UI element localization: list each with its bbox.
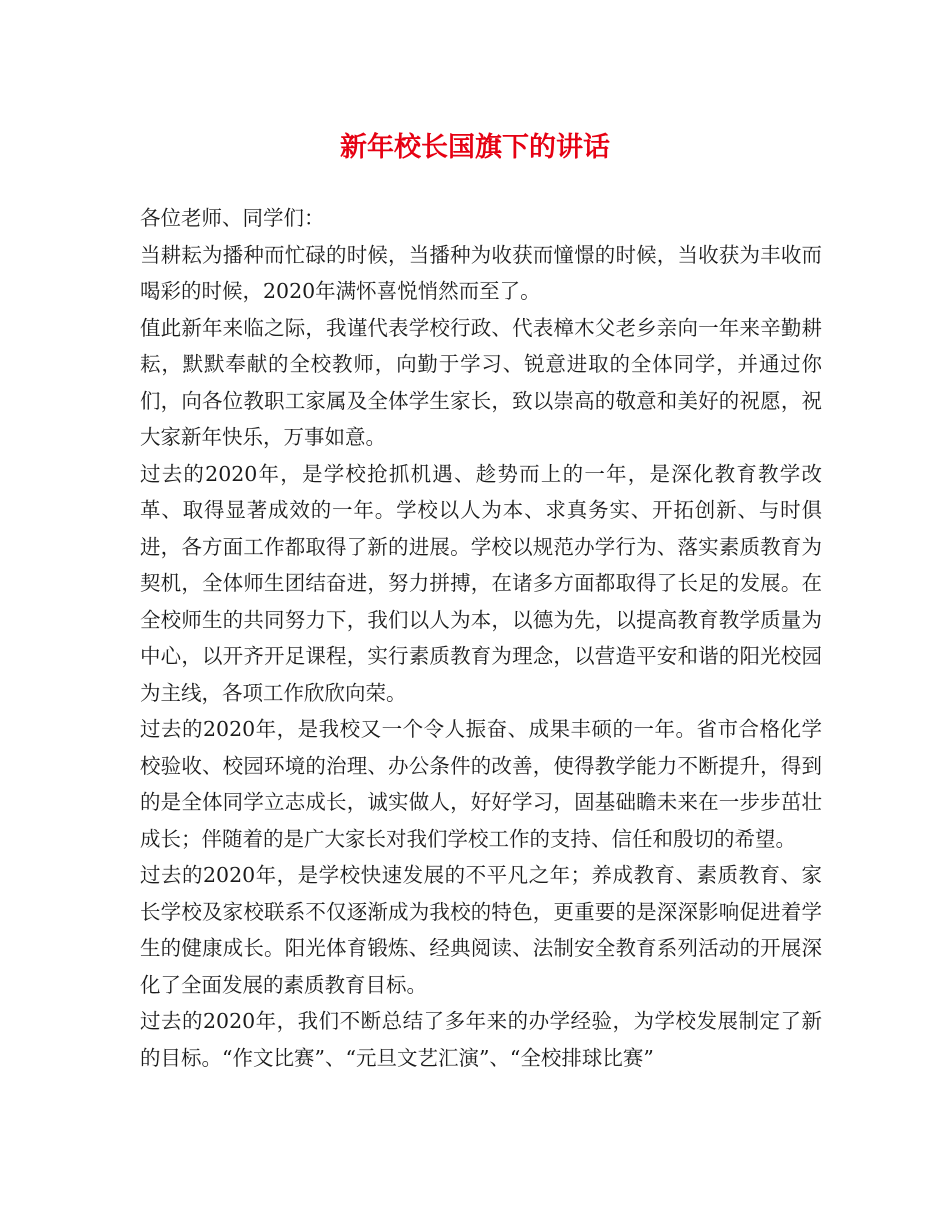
body-paragraph: 过去的2020年，是我校又一个令人振奋、成果丰硕的一年。省市合格化学校验收、校园环境的治理、办公条件的改善，使得教学能力不断提升，得到的是全体同学立志成长，诚实做人，好好学习，固基础瞻未来在一步步茁壮成长；伴随着的是广大家长对我们学校工作的支持、信任和殷切的希望。	[140, 717, 822, 851]
body-paragraph: 过去的2020年，是学校抢抓机遇、趁势而上的一年，是深化教育教学改革、取得显著成效的一年。学校以人为本、求真务实、开拓创新、与时俱进，各方面工作都取得了新的进展。学校以规范办学行为、落实素质教育为契机，全体师生团结奋进，努力拼搏，在诸多方面都取得了长足的发展。在全校师生的共同努力下，我们以人为本，以德为先，以提高教育教学质量为中心，以开齐开足课程，实行素质教育为理念，以营造平安和谐的阳光校园为主线，各项工作欣欣向荣。	[140, 461, 822, 705]
body-paragraph: 值此新年来临之际，我谨代表学校行政、代表樟木父老乡亲向一年来辛勤耕耘，默默奉献的全校教师，向勤于学习、锐意进取的全体同学，并通过你们，向各位教职工家属及全体学生家长，致以崇高的敬意和美好的祝愿，祝大家新年快乐，万事如意。	[140, 315, 822, 449]
document-body	[140, 200, 822, 1076]
document-title: 新年校长国旗下的讲话	[340, 132, 610, 163]
body-paragraph: 当耕耘为播种而忙碌的时候，当播种为收获而憧憬的时候，当收获为丰收而喝彩的时候，2020年满怀喜悦悄然而至了。	[140, 242, 822, 303]
body-paragraph: 过去的2020年，我们不断总结了多年来的办学经验，为学校发展制定了新的目标。“作文比赛”、“元旦文艺汇演”、“全校排球比赛”	[140, 1009, 822, 1070]
body-paragraph: 过去的2020年，是学校快速发展的不平凡之年；养成教育、素质教育、家长学校及家校联系不仅逐渐成为我校的特色，更重要的是深深影响促进着学生的健康成长。阳光体育锻炼、经典阅读、法制安全教育系列活动的开展深化了全面发展的素质教育目标。	[140, 863, 822, 997]
salutation: 各位老师、同学们：	[140, 206, 325, 230]
